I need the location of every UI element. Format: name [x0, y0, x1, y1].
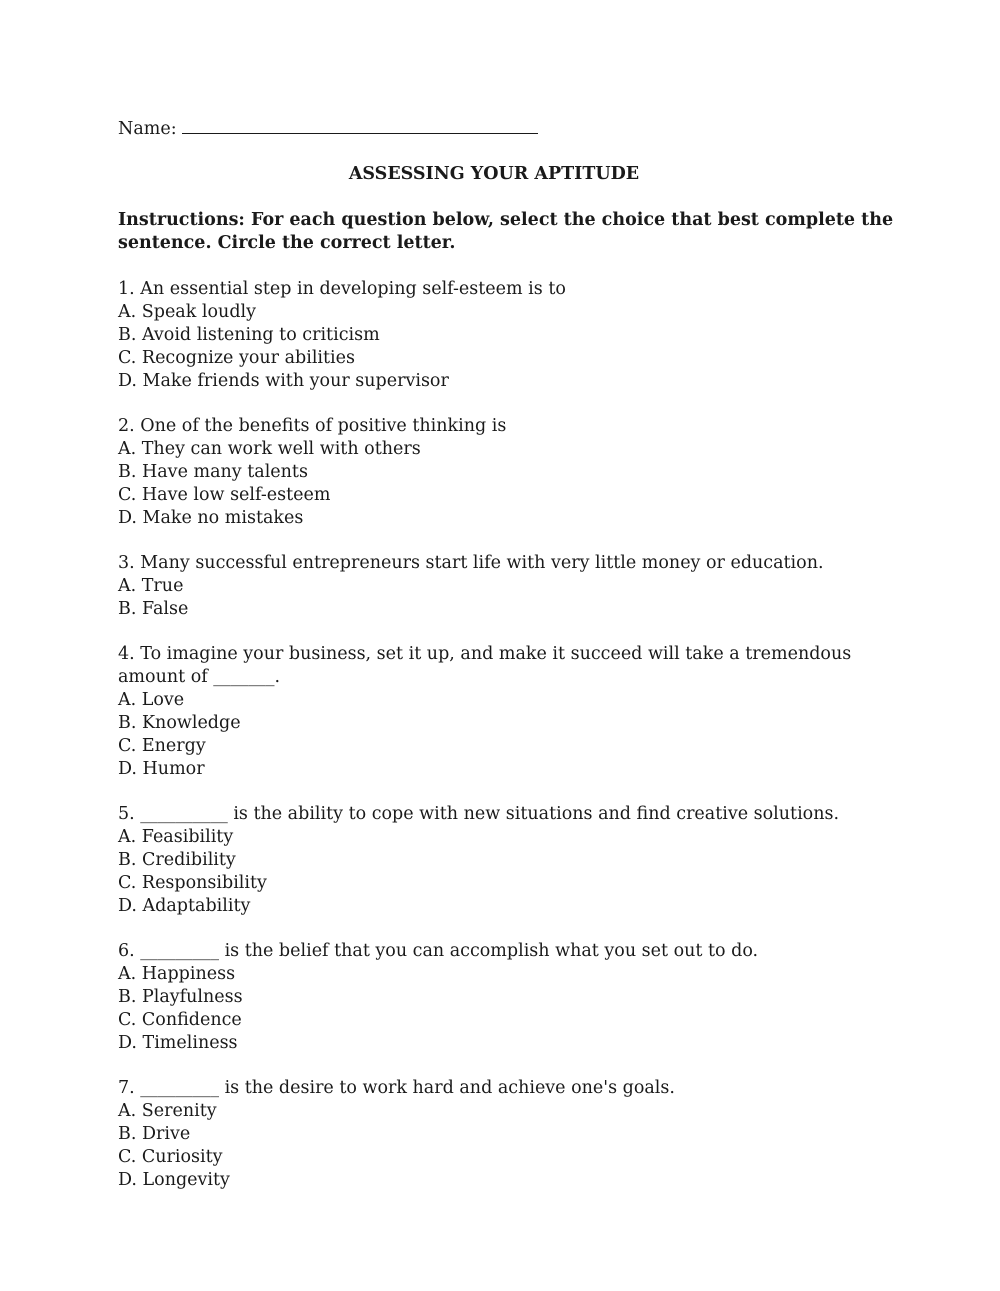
name-blank-line[interactable] [182, 116, 538, 134]
option-b: B. Avoid listening to criticism [118, 325, 380, 345]
option-d: D. Adaptability [118, 896, 251, 916]
name-row [118, 116, 898, 141]
option-a: A. Feasibility [118, 827, 234, 847]
option-b: B. Have many talents [118, 462, 308, 482]
option-c: C. Energy [118, 736, 206, 756]
option-b: B. Playfulness [118, 987, 243, 1007]
question-text: 3. Many successful entrepreneurs start life with very little money or education. [118, 553, 824, 573]
option-a: A. True [118, 576, 184, 596]
page-title: ASSESSING YOUR APTITUDE [348, 164, 640, 184]
option-d: D. Timeliness [118, 1033, 238, 1053]
question-6 [118, 940, 898, 1055]
option-b: B. False [118, 599, 189, 619]
option-a: A. Happiness [118, 964, 236, 984]
question-2 [118, 415, 898, 530]
option-d: D. Make friends with your supervisor [118, 371, 449, 391]
option-b: B. Knowledge [118, 713, 241, 733]
question-3 [118, 552, 898, 621]
question-5 [118, 803, 898, 918]
question-text: 1. An essential step in developing self-esteem is to [118, 279, 566, 299]
question-text: 4. To imagine your business, set it up, and make it succeed will take a tremendous amount of _______. [118, 644, 852, 687]
question-1 [118, 278, 898, 393]
option-d: D. Humor [118, 759, 205, 779]
instructions: Instructions: For each question below, select the choice that best complete the sentence. Circle the correct letter. [118, 210, 894, 253]
question-text: 6. _________ is the belief that you can accomplish what you set out to do. [118, 941, 759, 961]
option-c: C. Curiosity [118, 1147, 223, 1167]
option-d: D. Make no mistakes [118, 508, 304, 528]
option-a: A. Speak loudly [118, 302, 257, 322]
option-a: A. Love [118, 690, 185, 710]
option-c: C. Responsibility [118, 873, 267, 893]
name-label: Name: [118, 119, 177, 139]
question-text: 5. __________ is the ability to cope with new situations and find creative solutions. [118, 804, 840, 824]
option-c: C. Confidence [118, 1010, 242, 1030]
option-c: C. Have low self-esteem [118, 485, 331, 505]
question-7 [118, 1077, 898, 1192]
question-text: 7. _________ is the desire to work hard and achieve one's goals. [118, 1078, 675, 1098]
worksheet [118, 116, 898, 1214]
question-4 [118, 643, 898, 781]
option-d: D. Longevity [118, 1170, 230, 1190]
question-text: 2. One of the benefits of positive thinking is [118, 416, 507, 436]
option-c: C. Recognize your abilities [118, 348, 355, 368]
option-a: A. They can work well with others [118, 439, 421, 459]
option-b: B. Drive [118, 1124, 191, 1144]
option-b: B. Credibility [118, 850, 236, 870]
option-a: A. Serenity [118, 1101, 217, 1121]
